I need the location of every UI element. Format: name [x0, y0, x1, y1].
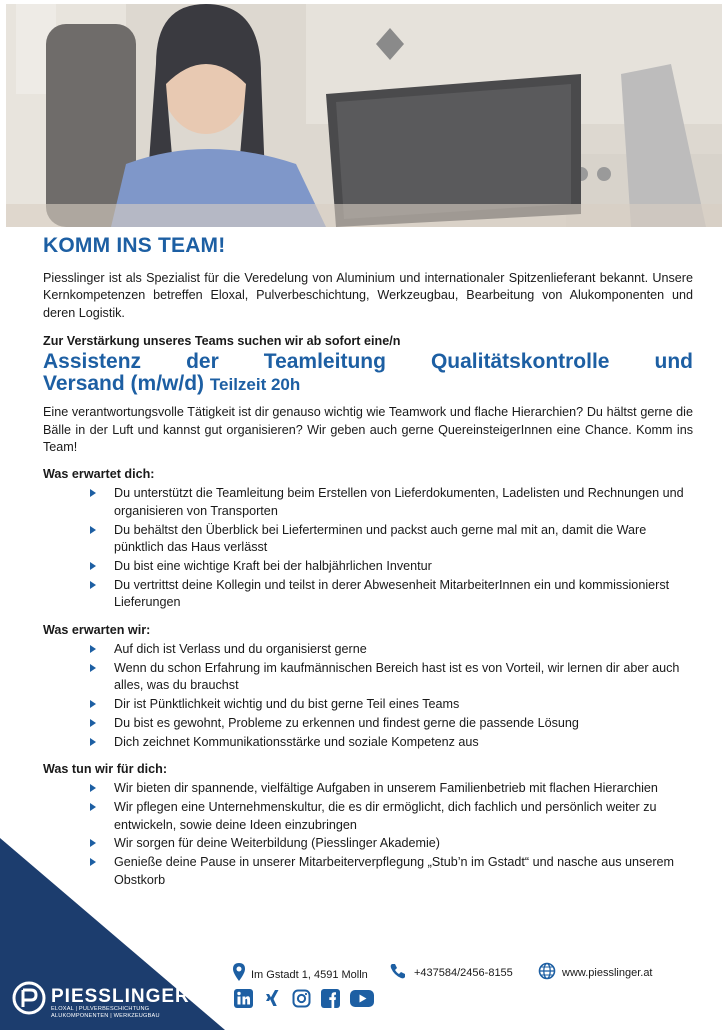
list-item: Genieße deine Pause in unserer Mitarbeiterverpflegung „Stub’n im Gstadt“ und nasche aus unserem Obstkorb	[43, 854, 693, 889]
job-title-word: und	[654, 350, 693, 374]
job-title	[43, 351, 693, 396]
list-item: Dir ist Pünktlichkeit wichtig und du bist gerne Teil eines Teams	[43, 696, 693, 713]
list-item: Wir bieten dir spannende, vielfältige Aufgaben in unserem Familienbetrieb mit flachen Hierarchien	[43, 780, 693, 797]
list-item: Auf dich ist Verlass und du organisierst gerne	[43, 641, 693, 658]
brand-subline-1: ELOXAL | PULVERBESCHICHTUNG	[51, 1006, 150, 1012]
section-benefits	[43, 761, 693, 889]
xing-icon[interactable]	[263, 989, 282, 1008]
phone-icon	[389, 962, 407, 980]
lead-text: Zur Verstärkung unseres Teams suchen wir ab sofort eine/n	[43, 334, 401, 349]
list-item: Du behältst den Überblick bei Lieferterminen und packst auch gerne mal mit an, damit die Ware pünktlich das Haus verlässt	[43, 522, 693, 557]
linkedin-icon[interactable]	[234, 989, 253, 1008]
instagram-icon[interactable]	[292, 989, 311, 1008]
job-title-word: Assistenz	[43, 350, 142, 374]
brand-subline-2: ALUKOMPONENTEN | WERKZEUGBAU	[51, 1012, 160, 1019]
list-item: Du vertrittst deine Kollegin und teilst in derer Abwesenheit MitarbeiterInnen ein und kommissionierst Lieferungen	[43, 577, 693, 612]
intro-text: Piesslinger ist als Spezialist für die Veredelung von Aluminium und internationaler Spitzenlieferant bekannt. Unsere Kernkompetenzen betreffen Eloxal, Pulverbeschichtung, Werkzeugbau, Bearbeitung von Alukomponenten und deren Logistik.	[43, 271, 693, 320]
job-title-word: Teamleitung	[263, 350, 386, 374]
social-links	[234, 989, 374, 1008]
contact-address	[232, 962, 368, 982]
job-title-word: der	[186, 350, 219, 374]
list-item: Du bist es gewohnt, Probleme zu erkennen und findest gerne die passende Lösung	[43, 715, 693, 732]
list-item: Wir sorgen für deine Weiterbildung (Piesslinger Akademie)	[43, 835, 693, 852]
bullet-list	[43, 485, 693, 611]
phone-text[interactable]: +437584/2456-8155	[414, 967, 513, 979]
brand-name: PIESSLINGER	[51, 986, 190, 1007]
section-heading: Was erwartet dich:	[43, 467, 155, 482]
bullet-list	[43, 641, 693, 751]
globe-icon	[538, 962, 556, 980]
section-heading: Was tun wir für dich:	[43, 762, 168, 777]
list-item: Du unterstützt die Teamleitung beim Erstellen von Lieferdokumenten, Ladelisten und Rechnungen und organisieren von Transporten	[43, 485, 693, 520]
list-item: Wenn du schon Erfahrung im kaufmännischen Bereich hast ist es von Vorteil, wir lernen dir aber auch alles, was du brauchst	[43, 660, 693, 695]
main-content	[43, 228, 693, 891]
job-title-word: Qualitätskontrolle	[430, 350, 610, 374]
list-item: Wir pflegen eine Unternehmenskultur, die es dir ermöglicht, dich fachlich und persönlich weiter zu entwickeln, sowie deine Ideen einzubringen	[43, 799, 693, 834]
section-expect	[43, 466, 693, 611]
list-item: Du bist eine wichtige Kraft bei der halbjährlichen Inventur	[43, 558, 693, 575]
facebook-icon[interactable]	[321, 989, 340, 1008]
section-requirements	[43, 622, 693, 751]
description-text: Eine verantwortungsvolle Tätigkeit ist dir genauso wichtig wie Teamwork und flache Hierarchien? Du hältst gerne die Bälle in der Luft und kannst gut organisieren? Wir geben auch gerne QuereinsteigerInnen eine Chance. Komm ins Team!	[43, 405, 693, 455]
brand-subline	[51, 1006, 160, 1019]
contact-website[interactable]	[538, 962, 653, 980]
map-pin-icon	[232, 962, 246, 982]
logo-mark-icon	[12, 981, 46, 1015]
contact-phone[interactable]	[389, 962, 513, 980]
youtube-icon[interactable]	[350, 989, 374, 1008]
job-hours: Teilzeit 20h	[209, 375, 301, 395]
address-text: Im Gstadt 1, 4591 Molln	[251, 969, 368, 981]
list-item: Dich zeichnet Kommunikationsstärke und soziale Kompetenz aus	[43, 734, 693, 751]
website-text[interactable]: www.piesslinger.at	[562, 967, 653, 979]
headline: KOMM INS TEAM!	[43, 234, 226, 257]
job-title-line2: Versand (m/w/d)	[43, 372, 205, 396]
section-heading: Was erwarten wir:	[43, 622, 151, 637]
bullet-list	[43, 780, 693, 889]
